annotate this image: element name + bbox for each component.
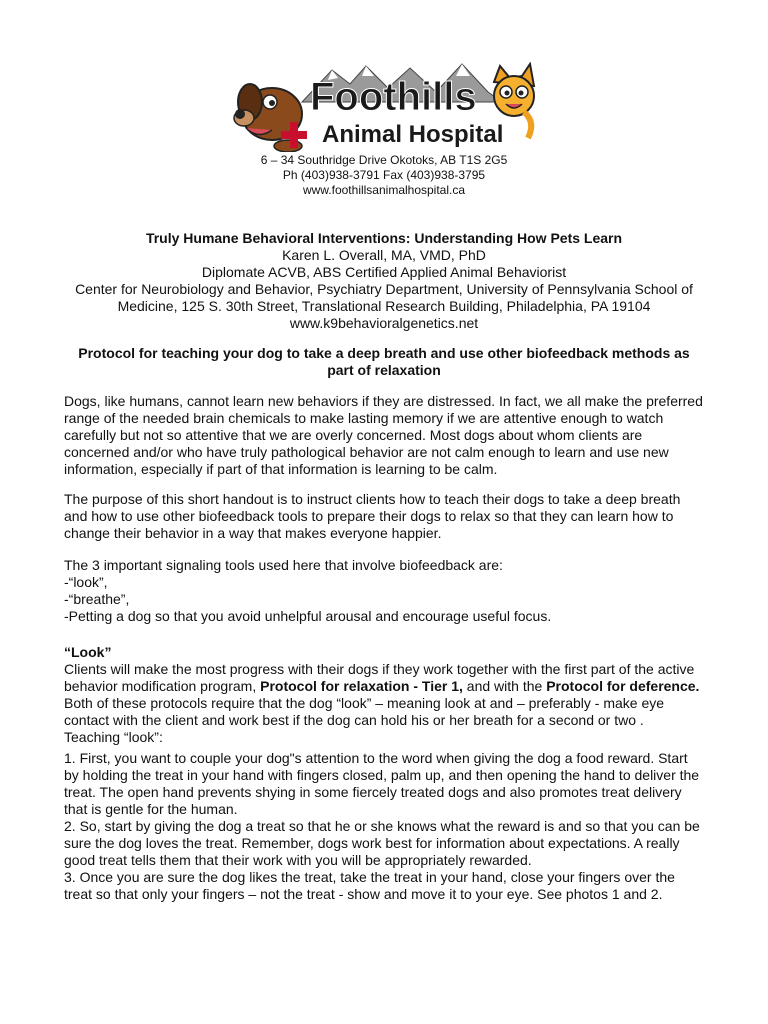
logo-name-bottom: Animal Hospital: [322, 121, 504, 148]
clinic-website-link[interactable]: www.foothillsanimalhospital.ca: [302, 183, 466, 197]
author-website-link[interactable]: www.k9behavioralgenetics.net: [289, 315, 479, 331]
list-item-look: -“look”,: [64, 574, 108, 590]
logo-name-top: Foothills: [310, 75, 477, 119]
author-name: Karen L. Overall, MA, VMD, PhD: [282, 247, 486, 263]
protocol-relaxation-ref: Protocol for relaxation - Tier 1,: [260, 678, 463, 694]
author-credentials: Diplomate ACVB, ABS Certified Applied Animal Behaviorist: [201, 264, 567, 280]
look-text-a: Clients will make the most progress with their dogs if they work together with the first part of the active behavior modification program,: [64, 661, 695, 694]
foothills-logo: [232, 62, 536, 152]
step-1: 1. First, you want to couple your dog"s attention to the word when giving the dog a food reward. Start by holding the treat in your hand with fingers closed, palm up, and then opening the hand to deliver the treat. The open hand prevents shying in some fiercely treated dogs and also promotes treat delivery that is gentle for the human.: [64, 750, 700, 817]
list-item-breathe: -“breathe”,: [64, 591, 130, 607]
signaling-tools-list: [64, 557, 704, 625]
document-title: Truly Humane Behavioral Interventions: Understanding How Pets Learn: [145, 230, 623, 246]
look-text-c: Both of these protocols require that the dog “look” – meaning look at and – preferably - make eye contact with the client and work best if the dog can hold his or her breath for a second or two .: [64, 695, 665, 728]
paragraph-purpose: The purpose of this short handout is to instruct clients how to teach their dogs to take a deep breath and how to use other biofeedback tools to prepare their dogs to relax so that they can learn how to change their behavior in a way that makes everyone happier.: [64, 491, 681, 541]
address-phone-fax: Ph (403)938-3791 Fax (403)938-3795: [282, 168, 486, 182]
look-section: [64, 644, 704, 903]
look-paragraph: [64, 661, 704, 729]
look-text-b: and with the: [462, 678, 547, 694]
address-line-1: 6 – 34 Southridge Drive Okotoks, AB T1S 2G5: [260, 153, 508, 167]
paragraph-intro: Dogs, like humans, cannot learn new behaviors if they are distressed. In fact, we all make the preferred range of the needed brain chemicals to make lasting memory if we are attentive enough to watch carefully but not so attentive that we are overly concerned. Most dogs about whom clients are concerned and/or who have truly pathological behavior are not calm enough to learn and use new information, especially if part of that information is learning to be calm.: [64, 393, 703, 477]
list-intro: The 3 important signaling tools used here that involve biofeedback are:: [64, 557, 503, 573]
teaching-look-label: Teaching “look”:: [64, 729, 163, 745]
step-3: 3. Once you are sure the dog likes the treat, take the treat in your hand, close your fingers over the treat so that only your fingers – not the treat - show and move it to your eye. See photos 1 and 2.: [64, 869, 675, 902]
author-affiliation: Center for Neurobiology and Behavior, Psychiatry Department, University of Pennsylvania School of Medicine, 125 S. 30th Street, Translational Research Building, Philadelphia, PA 19104: [75, 281, 693, 314]
protocol-deference-ref: Protocol for deference.: [546, 678, 700, 694]
step-2: 2. So, start by giving the dog a treat so that he or she knows what the reward is and so that you can be sure the dog loves the treat. Remember, dogs work best for information about expectations. A really good treat tells them that their work with you will be appropriately rewarded.: [64, 818, 700, 868]
clinic-address: [0, 153, 768, 198]
document-header: [66, 230, 702, 332]
protocol-title: Protocol for teaching your dog to take a deep breath and use other biofeedback methods as part of relaxation: [78, 345, 690, 378]
look-heading: “Look”: [64, 644, 112, 660]
logo-graphic: [232, 62, 536, 152]
list-item-petting: -Petting a dog so that you avoid unhelpful arousal and encourage useful focus.: [64, 608, 552, 624]
